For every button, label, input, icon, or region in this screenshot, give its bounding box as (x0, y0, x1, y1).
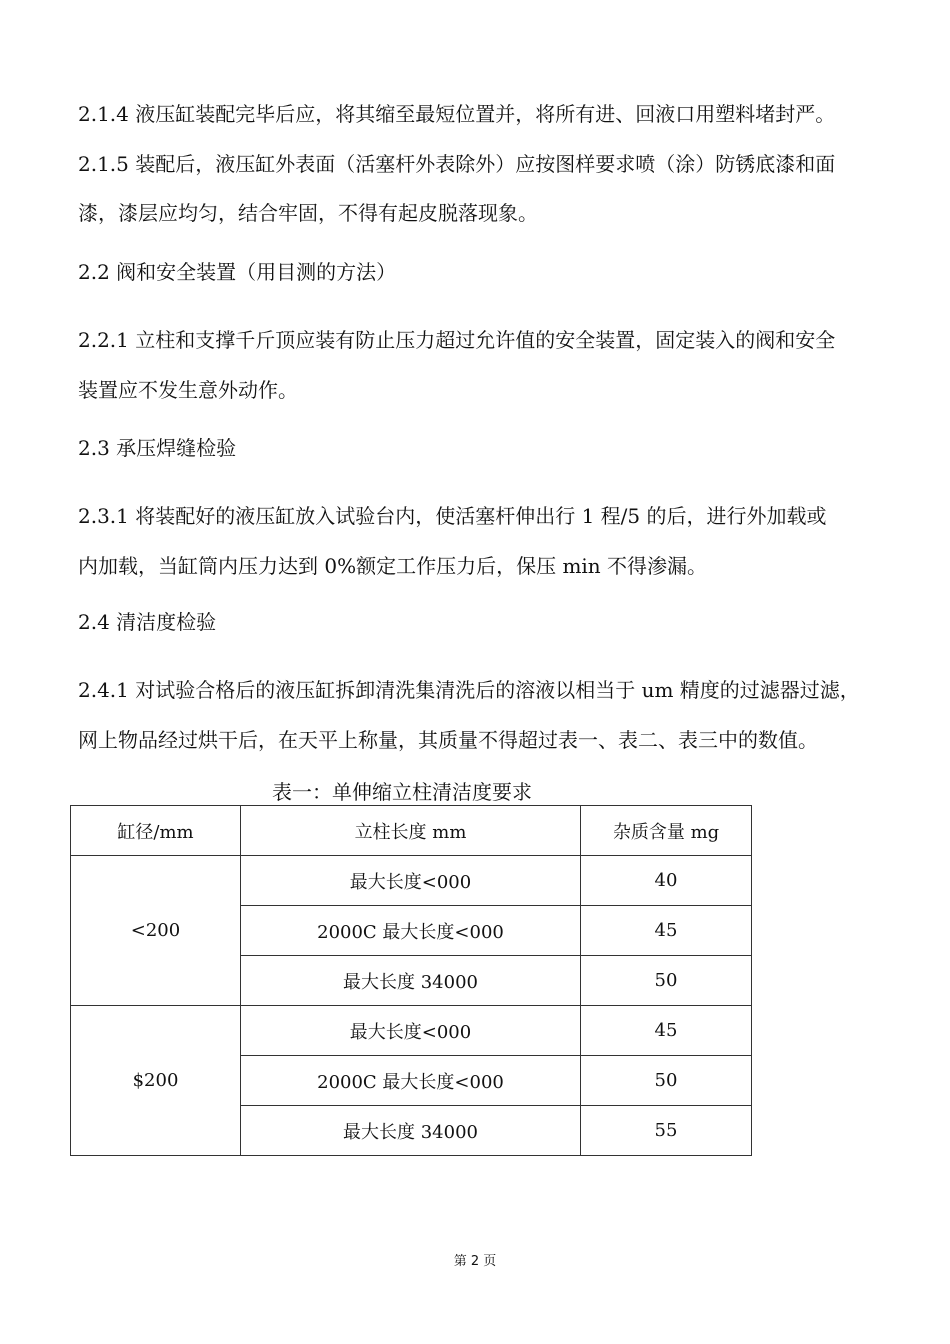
table-row (71, 1006, 752, 1056)
paragraph-2-4-1-line2: 网上物品经过烘干后，在天平上称量，其质量不得超过表一、表二、表三中的数值。 (78, 728, 818, 752)
impurity-cell: 55 (581, 1106, 752, 1156)
length-cell: 2000C 最大长度<000 (241, 1056, 581, 1106)
paragraph-2-1-4: 2.1.4 液压缸装配完毕后应，将其缩至最短位置并，将所有进、回液口用塑料堵封严。 (78, 102, 836, 126)
impurity-cell: 40 (581, 856, 752, 906)
paragraph-2-3-1-line1: 2.3.1 将装配好的液压缸放入试验台内，使活塞杆伸出行 1 程/5 的后，进行外加载或 (78, 504, 827, 528)
paragraph-2-1-5-line1: 2.1.5 装配后，液压缸外表面（活塞杆外表除外）应按图样要求喷（涂）防锈底漆和面 (78, 152, 836, 176)
impurity-cell: 45 (581, 906, 752, 956)
paragraph-2-4-1-line1: 2.4.1 对试验合格后的液压缸拆卸清洗集清洗后的溶液以相当于 um 精度的过滤器过滤， (78, 678, 860, 702)
table-header-row (71, 806, 752, 856)
section-heading-2-3: 2.3 承压焊缝检验 (78, 436, 237, 460)
impurity-cell: 45 (581, 1006, 752, 1056)
length-cell: 最大长度 34000 (241, 1106, 581, 1156)
section-heading-2-4: 2.4 清洁度检验 (78, 610, 217, 634)
bore-cell: $200 (71, 1006, 241, 1156)
page-number: 第 2 页 (453, 1254, 497, 1269)
impurity-cell: 50 (581, 956, 752, 1006)
length-cell: 最大长度<000 (241, 856, 581, 906)
impurity-cell: 50 (581, 1056, 752, 1106)
bore-cell: <200 (71, 856, 241, 1006)
paragraph-2-3-1-line2: 内加载，当缸筒内压力达到 0%额定工作压力后，保压 min 不得渗漏。 (78, 554, 708, 578)
header-length: 立柱长度 mm (241, 806, 581, 856)
header-impurity: 杂质含量 mg (581, 806, 752, 856)
paragraph-2-1-5-line2: 漆，漆层应均匀，结合牢固，不得有起皮脱落现象。 (78, 201, 538, 225)
length-cell: 最大长度<000 (241, 1006, 581, 1056)
cleanliness-table (70, 805, 752, 1156)
header-bore: 缸径/mm (71, 806, 241, 856)
table-caption: 表一：单伸缩立柱清洁度要求 (272, 780, 532, 804)
length-cell: 最大长度 34000 (241, 956, 581, 1006)
paragraph-2-2-1-line2: 装置应不发生意外动作。 (78, 378, 298, 402)
section-heading-2-2: 2.2 阀和安全装置（用目测的方法） (78, 260, 397, 284)
length-cell: 2000C 最大长度<000 (241, 906, 581, 956)
paragraph-2-2-1-line1: 2.2.1 立柱和支撑千斤顶应装有防止压力超过允许值的安全装置，固定装入的阀和安全 (78, 328, 836, 352)
table-row (71, 856, 752, 906)
